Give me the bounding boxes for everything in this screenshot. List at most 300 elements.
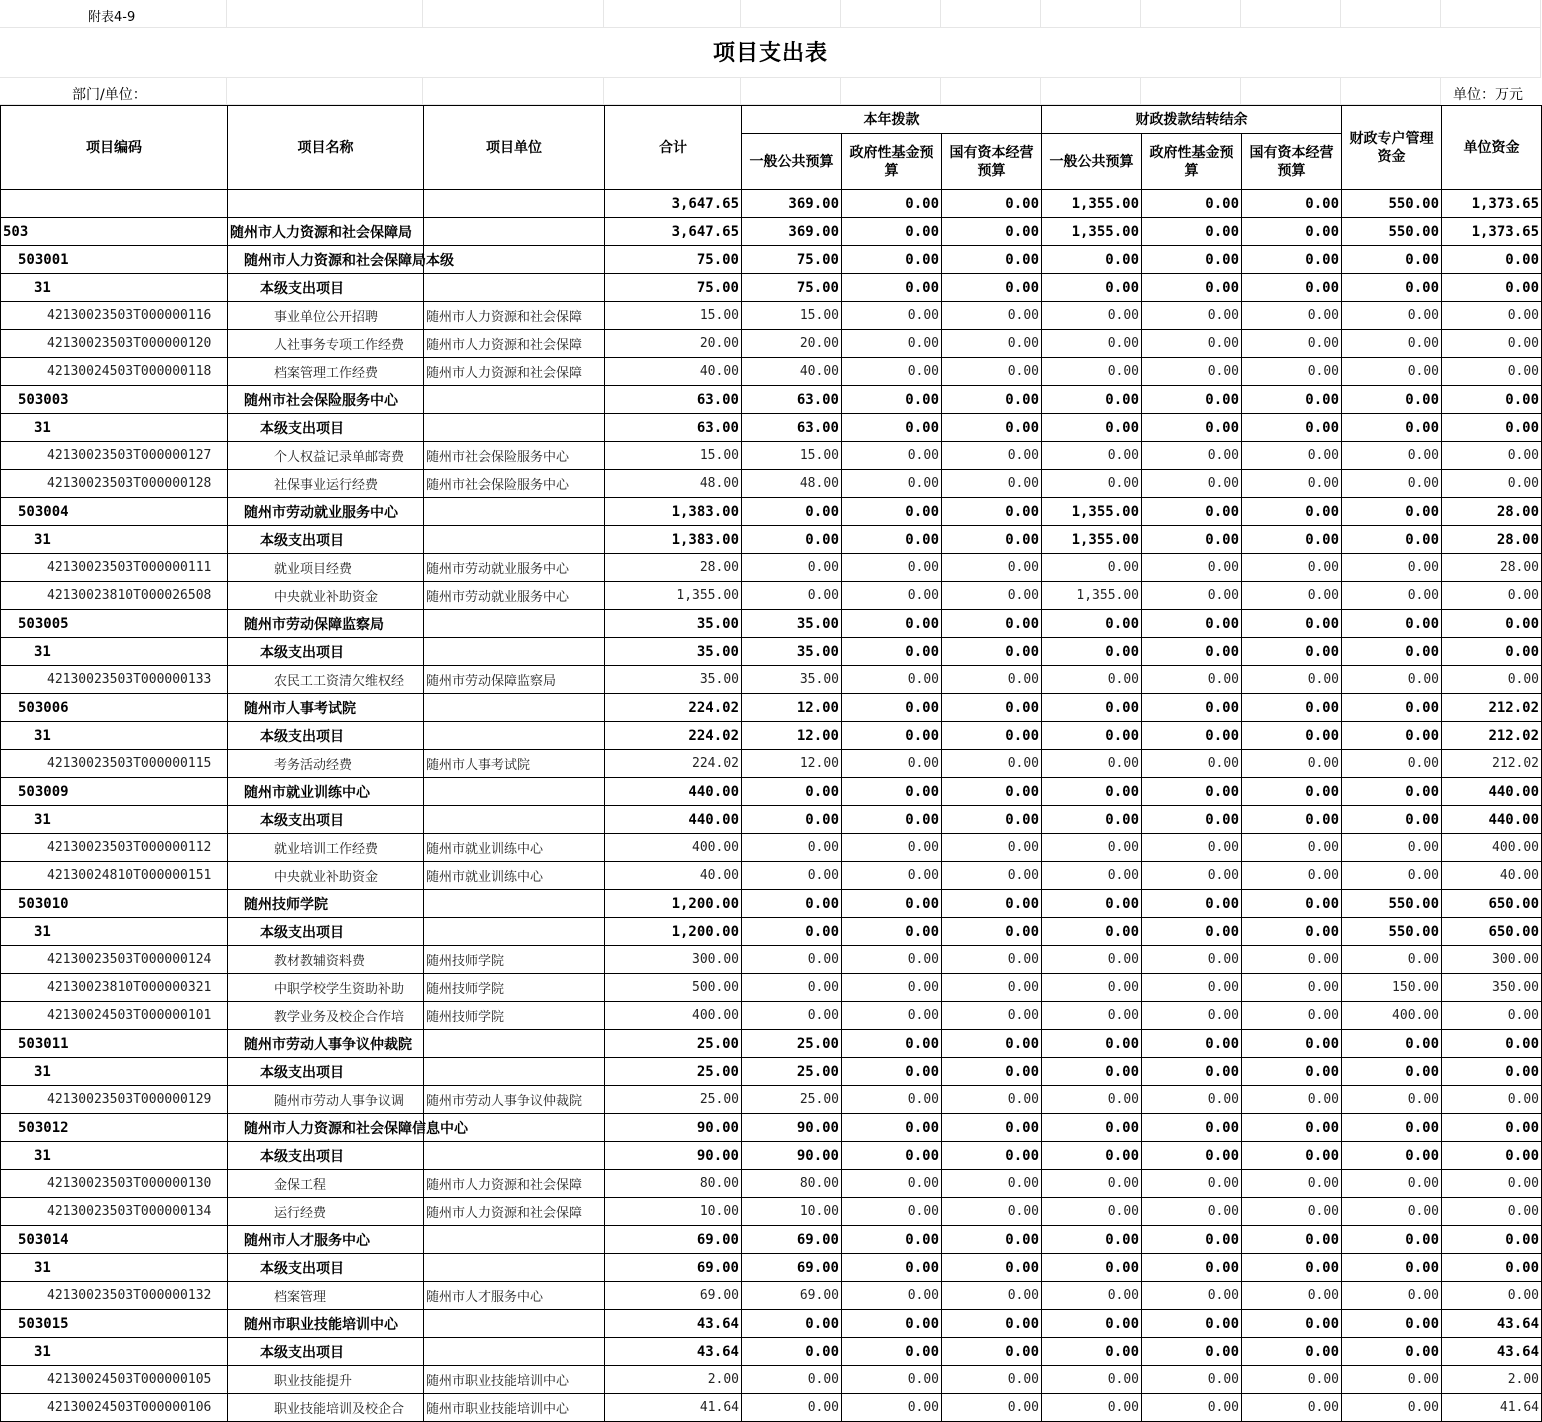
unit-funds-cell: 1,373.65 — [1442, 190, 1542, 218]
header-project-code: 项目编码 — [1, 106, 228, 190]
project-name-cell: 教学业务及校企合作培 — [228, 1002, 424, 1030]
project-code-cell: 42130024503T000000118 — [1, 358, 228, 386]
gov-fund-budget-cell: 0.00 — [842, 1366, 942, 1394]
unit-funds-cell: 0.00 — [1442, 1114, 1542, 1142]
state-capital-budget-cell: 0.00 — [942, 750, 1042, 778]
carry-state-capital-budget-cell: 0.00 — [1242, 386, 1342, 414]
carry-general-budget-cell: 0.00 — [1042, 750, 1142, 778]
carry-state-capital-budget-cell: 0.00 — [1242, 890, 1342, 918]
carry-gov-fund-budget-cell: 0.00 — [1142, 218, 1242, 246]
state-capital-budget-cell: 0.00 — [942, 974, 1042, 1002]
carry-state-capital-budget-cell: 0.00 — [1242, 554, 1342, 582]
unit-funds-cell: 28.00 — [1442, 526, 1542, 554]
carry-gov-fund-budget-cell: 0.00 — [1142, 1198, 1242, 1226]
project-code-cell: 42130023810T000000321 — [1, 974, 228, 1002]
carry-state-capital-budget-cell: 0.00 — [1242, 442, 1342, 470]
special-account-funds-cell: 0.00 — [1342, 330, 1442, 358]
carry-gov-fund-budget-cell: 0.00 — [1142, 1254, 1242, 1282]
carry-state-capital-budget-cell: 0.00 — [1242, 1030, 1342, 1058]
table-row — [1, 694, 1542, 722]
gov-fund-budget-cell: 0.00 — [842, 1086, 942, 1114]
carry-state-capital-budget-cell: 0.00 — [1242, 918, 1342, 946]
carry-gov-fund-budget-cell: 0.00 — [1142, 1170, 1242, 1198]
project-unit-cell: 随州市人力资源和社会保障 — [424, 1198, 605, 1226]
carry-state-capital-budget-cell: 0.00 — [1242, 1142, 1342, 1170]
project-name-cell: 随州市社会保险服务中心 — [228, 386, 424, 414]
general-budget-cell: 369.00 — [742, 190, 842, 218]
project-name-cell: 职业技能培训及校企合 — [228, 1394, 424, 1422]
special-account-funds-cell: 0.00 — [1342, 554, 1442, 582]
general-budget-cell: 0.00 — [742, 806, 842, 834]
special-account-funds-cell: 0.00 — [1342, 1198, 1442, 1226]
project-name-cell: 人社事务专项工作经费 — [228, 330, 424, 358]
project-expenditure-table — [0, 105, 1542, 1422]
project-unit-cell — [424, 918, 605, 946]
project-name-cell: 社保事业运行经费 — [228, 470, 424, 498]
gov-fund-budget-cell: 0.00 — [842, 582, 942, 610]
special-account-funds-cell: 550.00 — [1342, 890, 1442, 918]
carry-gov-fund-budget-cell: 0.00 — [1142, 694, 1242, 722]
gov-fund-budget-cell: 0.00 — [842, 190, 942, 218]
project-unit-cell: 随州技师学院 — [424, 1002, 605, 1030]
project-name-cell: 本级支出项目 — [228, 1254, 424, 1282]
total-cell: 35.00 — [605, 666, 742, 694]
general-budget-cell: 0.00 — [742, 974, 842, 1002]
total-cell: 400.00 — [605, 1002, 742, 1030]
project-code-cell: 42130023503T000000130 — [1, 1170, 228, 1198]
unit-funds-cell: 0.00 — [1442, 1086, 1542, 1114]
project-code-cell: 42130023503T000000120 — [1, 330, 228, 358]
unit-funds-cell: 2.00 — [1442, 1366, 1542, 1394]
project-unit-cell — [424, 610, 605, 638]
gov-fund-budget-cell: 0.00 — [842, 1226, 942, 1254]
total-cell: 1,355.00 — [605, 582, 742, 610]
gov-fund-budget-cell: 0.00 — [842, 1002, 942, 1030]
project-code-cell: 503004 — [1, 498, 228, 526]
project-code-cell: 31 — [1, 1142, 228, 1170]
project-unit-cell — [424, 1030, 605, 1058]
table-row — [1, 190, 1542, 218]
state-capital-budget-cell: 0.00 — [942, 1198, 1042, 1226]
carry-gov-fund-budget-cell: 0.00 — [1142, 526, 1242, 554]
project-code-cell: 503009 — [1, 778, 228, 806]
general-budget-cell: 69.00 — [742, 1282, 842, 1310]
general-budget-cell: 0.00 — [742, 890, 842, 918]
total-cell: 48.00 — [605, 470, 742, 498]
project-unit-cell: 随州市人力资源和社会保障 — [424, 302, 605, 330]
project-name-cell: 本级支出项目 — [228, 722, 424, 750]
project-unit-cell: 随州市人事考试院 — [424, 750, 605, 778]
special-account-funds-cell: 0.00 — [1342, 778, 1442, 806]
carry-general-budget-cell: 0.00 — [1042, 442, 1142, 470]
state-capital-budget-cell: 0.00 — [942, 1366, 1042, 1394]
project-unit-cell — [424, 386, 605, 414]
special-account-funds-cell: 0.00 — [1342, 1254, 1442, 1282]
special-account-funds-cell: 550.00 — [1342, 218, 1442, 246]
carry-state-capital-budget-cell: 0.00 — [1242, 1254, 1342, 1282]
total-cell: 63.00 — [605, 414, 742, 442]
unit-funds-cell: 0.00 — [1442, 1030, 1542, 1058]
special-account-funds-cell: 0.00 — [1342, 946, 1442, 974]
table-row — [1, 1142, 1542, 1170]
project-unit-cell: 随州市人才服务中心 — [424, 1282, 605, 1310]
carry-general-budget-cell: 0.00 — [1042, 1002, 1142, 1030]
general-budget-cell: 90.00 — [742, 1114, 842, 1142]
table-row — [1, 386, 1542, 414]
state-capital-budget-cell: 0.00 — [942, 946, 1042, 974]
gov-fund-budget-cell: 0.00 — [842, 1338, 942, 1366]
carry-general-budget-cell: 1,355.00 — [1042, 582, 1142, 610]
general-budget-cell: 0.00 — [742, 498, 842, 526]
general-budget-cell: 369.00 — [742, 218, 842, 246]
carry-general-budget-cell: 0.00 — [1042, 358, 1142, 386]
table-row — [1, 918, 1542, 946]
carry-gov-fund-budget-cell: 0.00 — [1142, 302, 1242, 330]
state-capital-budget-cell: 0.00 — [942, 1086, 1042, 1114]
table-row — [1, 414, 1542, 442]
header-carryover-balance: 财政拨款结转结余 — [1042, 106, 1342, 134]
unit-funds-cell: 0.00 — [1442, 358, 1542, 386]
special-account-funds-cell: 0.00 — [1342, 1226, 1442, 1254]
carry-general-budget-cell: 0.00 — [1042, 694, 1142, 722]
total-cell: 25.00 — [605, 1030, 742, 1058]
total-cell: 80.00 — [605, 1170, 742, 1198]
general-budget-cell: 35.00 — [742, 610, 842, 638]
carry-gov-fund-budget-cell: 0.00 — [1142, 610, 1242, 638]
project-unit-cell — [424, 722, 605, 750]
table-row — [1, 778, 1542, 806]
gov-fund-budget-cell: 0.00 — [842, 974, 942, 1002]
project-name-cell: 随州市劳动就业服务中心 — [228, 498, 424, 526]
project-code-cell: 42130023503T000000132 — [1, 1282, 228, 1310]
carry-general-budget-cell: 0.00 — [1042, 1226, 1142, 1254]
table-row — [1, 1254, 1542, 1282]
project-unit-cell: 随州市人力资源和社会保障 — [424, 330, 605, 358]
table-row — [1, 1310, 1542, 1338]
carry-state-capital-budget-cell: 0.00 — [1242, 750, 1342, 778]
carry-general-budget-cell: 0.00 — [1042, 1310, 1142, 1338]
gov-fund-budget-cell: 0.00 — [842, 358, 942, 386]
carry-general-budget-cell: 0.00 — [1042, 1114, 1142, 1142]
state-capital-budget-cell: 0.00 — [942, 638, 1042, 666]
gov-fund-budget-cell: 0.00 — [842, 218, 942, 246]
unit-funds-cell: 40.00 — [1442, 862, 1542, 890]
project-code-cell: 503011 — [1, 1030, 228, 1058]
carry-gov-fund-budget-cell: 0.00 — [1142, 1058, 1242, 1086]
carry-gov-fund-budget-cell: 0.00 — [1142, 1002, 1242, 1030]
general-budget-cell: 0.00 — [742, 526, 842, 554]
project-name-cell: 本级支出项目 — [228, 1058, 424, 1086]
unit-funds-cell: 212.02 — [1442, 694, 1542, 722]
project-name-cell: 中央就业补助资金 — [228, 582, 424, 610]
project-name-cell: 就业项目经费 — [228, 554, 424, 582]
carry-state-capital-budget-cell: 0.00 — [1242, 1170, 1342, 1198]
carry-state-capital-budget-cell: 0.00 — [1242, 1198, 1342, 1226]
carry-state-capital-budget-cell: 0.00 — [1242, 1394, 1342, 1422]
special-account-funds-cell: 0.00 — [1342, 722, 1442, 750]
total-cell: 224.02 — [605, 750, 742, 778]
table-row — [1, 974, 1542, 1002]
header-unit-funds: 单位资金 — [1442, 106, 1542, 190]
state-capital-budget-cell: 0.00 — [942, 1142, 1042, 1170]
gov-fund-budget-cell: 0.00 — [842, 1142, 942, 1170]
carry-gov-fund-budget-cell: 0.00 — [1142, 274, 1242, 302]
carry-general-budget-cell: 0.00 — [1042, 722, 1142, 750]
total-cell: 75.00 — [605, 274, 742, 302]
state-capital-budget-cell: 0.00 — [942, 1002, 1042, 1030]
general-budget-cell: 0.00 — [742, 862, 842, 890]
total-cell: 25.00 — [605, 1086, 742, 1114]
state-capital-budget-cell: 0.00 — [942, 1058, 1042, 1086]
table-row — [1, 246, 1542, 274]
unit-funds-cell: 1,373.65 — [1442, 218, 1542, 246]
unit-funds-cell: 0.00 — [1442, 386, 1542, 414]
unit-funds-cell: 0.00 — [1442, 442, 1542, 470]
carry-state-capital-budget-cell: 0.00 — [1242, 778, 1342, 806]
table-row — [1, 1338, 1542, 1366]
carry-gov-fund-budget-cell: 0.00 — [1142, 890, 1242, 918]
project-unit-cell — [424, 778, 605, 806]
total-cell: 1,200.00 — [605, 890, 742, 918]
total-cell: 90.00 — [605, 1142, 742, 1170]
project-name-cell: 随州技师学院 — [228, 890, 424, 918]
carry-general-budget-cell: 0.00 — [1042, 834, 1142, 862]
unit-of-measure-label: 单位：万元 — [1453, 87, 1523, 103]
gov-fund-budget-cell: 0.00 — [842, 610, 942, 638]
project-code-cell: 31 — [1, 414, 228, 442]
department-label: 部门/单位： — [72, 87, 147, 103]
total-cell: 69.00 — [605, 1226, 742, 1254]
carry-gov-fund-budget-cell: 0.00 — [1142, 666, 1242, 694]
state-capital-budget-cell: 0.00 — [942, 1170, 1042, 1198]
state-capital-budget-cell: 0.00 — [942, 1114, 1042, 1142]
special-account-funds-cell: 0.00 — [1342, 1170, 1442, 1198]
gov-fund-budget-cell: 0.00 — [842, 330, 942, 358]
project-code-cell: 31 — [1, 1254, 228, 1282]
general-budget-cell: 69.00 — [742, 1254, 842, 1282]
general-budget-cell: 0.00 — [742, 834, 842, 862]
project-name-cell: 随州市就业训练中心 — [228, 778, 424, 806]
header-gov-fund-budget: 政府性基金预算 — [842, 134, 942, 190]
carry-general-budget-cell: 0.00 — [1042, 330, 1142, 358]
total-cell: 3,647.65 — [605, 190, 742, 218]
carry-gov-fund-budget-cell: 0.00 — [1142, 806, 1242, 834]
carry-general-budget-cell: 0.00 — [1042, 778, 1142, 806]
gov-fund-budget-cell: 0.00 — [842, 470, 942, 498]
state-capital-budget-cell: 0.00 — [942, 862, 1042, 890]
project-code-cell: 42130023810T000026508 — [1, 582, 228, 610]
gov-fund-budget-cell: 0.00 — [842, 666, 942, 694]
total-cell: 1,383.00 — [605, 498, 742, 526]
unit-funds-cell: 650.00 — [1442, 890, 1542, 918]
carry-general-budget-cell: 0.00 — [1042, 638, 1142, 666]
special-account-funds-cell: 0.00 — [1342, 526, 1442, 554]
project-name-cell: 本级支出项目 — [228, 1338, 424, 1366]
unit-funds-cell: 0.00 — [1442, 302, 1542, 330]
project-code-cell: 42130023503T000000133 — [1, 666, 228, 694]
project-unit-cell — [424, 526, 605, 554]
unit-funds-cell: 41.64 — [1442, 1394, 1542, 1422]
header-state-capital-budget: 国有资本经营预算 — [942, 134, 1042, 190]
total-cell: 440.00 — [605, 778, 742, 806]
carry-general-budget-cell: 0.00 — [1042, 1366, 1142, 1394]
carry-state-capital-budget-cell: 0.00 — [1242, 582, 1342, 610]
total-cell: 69.00 — [605, 1282, 742, 1310]
project-name-cell: 随州市人事考试院 — [228, 694, 424, 722]
carry-general-budget-cell: 0.00 — [1042, 554, 1142, 582]
gov-fund-budget-cell: 0.00 — [842, 946, 942, 974]
carry-general-budget-cell: 0.00 — [1042, 946, 1142, 974]
special-account-funds-cell: 0.00 — [1342, 274, 1442, 302]
project-code-cell: 503005 — [1, 610, 228, 638]
carry-general-budget-cell: 0.00 — [1042, 1254, 1142, 1282]
project-code-cell: 42130023503T000000124 — [1, 946, 228, 974]
special-account-funds-cell: 550.00 — [1342, 918, 1442, 946]
special-account-funds-cell: 0.00 — [1342, 358, 1442, 386]
table-row — [1, 834, 1542, 862]
total-cell: 43.64 — [605, 1310, 742, 1338]
carry-gov-fund-budget-cell: 0.00 — [1142, 1310, 1242, 1338]
state-capital-budget-cell: 0.00 — [942, 190, 1042, 218]
special-account-funds-cell: 0.00 — [1342, 750, 1442, 778]
unit-funds-cell: 0.00 — [1442, 1058, 1542, 1086]
total-cell: 1,200.00 — [605, 918, 742, 946]
project-unit-cell — [424, 274, 605, 302]
carry-state-capital-budget-cell: 0.00 — [1242, 722, 1342, 750]
unit-funds-cell: 0.00 — [1442, 1170, 1542, 1198]
carry-state-capital-budget-cell: 0.00 — [1242, 694, 1342, 722]
carry-general-budget-cell: 0.00 — [1042, 610, 1142, 638]
project-unit-cell: 随州市劳动就业服务中心 — [424, 554, 605, 582]
carry-general-budget-cell: 0.00 — [1042, 246, 1142, 274]
total-cell: 40.00 — [605, 358, 742, 386]
total-cell: 440.00 — [605, 806, 742, 834]
state-capital-budget-cell: 0.00 — [942, 386, 1042, 414]
project-unit-cell — [424, 1338, 605, 1366]
special-account-funds-cell: 0.00 — [1342, 806, 1442, 834]
project-name-cell: 随州市劳动人事争议调 — [228, 1086, 424, 1114]
table-row — [1, 554, 1542, 582]
project-unit-cell — [424, 190, 605, 218]
special-account-funds-cell: 0.00 — [1342, 1338, 1442, 1366]
total-cell: 35.00 — [605, 610, 742, 638]
project-unit-cell — [424, 414, 605, 442]
general-budget-cell: 63.00 — [742, 386, 842, 414]
gov-fund-budget-cell: 0.00 — [842, 1310, 942, 1338]
special-account-funds-cell: 0.00 — [1342, 862, 1442, 890]
unit-funds-cell: 0.00 — [1442, 246, 1542, 274]
total-cell: 28.00 — [605, 554, 742, 582]
project-name-cell: 事业单位公开招聘 — [228, 302, 424, 330]
header-project-unit: 项目单位 — [424, 106, 605, 190]
project-name-cell: 本级支出项目 — [228, 274, 424, 302]
carry-gov-fund-budget-cell: 0.00 — [1142, 750, 1242, 778]
project-code-cell — [1, 190, 228, 218]
state-capital-budget-cell: 0.00 — [942, 918, 1042, 946]
state-capital-budget-cell: 0.00 — [942, 1226, 1042, 1254]
state-capital-budget-cell: 0.00 — [942, 498, 1042, 526]
unit-funds-cell: 300.00 — [1442, 946, 1542, 974]
header-general-budget: 一般公共预算 — [742, 134, 842, 190]
general-budget-cell: 48.00 — [742, 470, 842, 498]
project-unit-cell — [424, 498, 605, 526]
project-unit-cell — [424, 218, 605, 246]
project-code-cell: 31 — [1, 274, 228, 302]
special-account-funds-cell: 0.00 — [1342, 694, 1442, 722]
unit-funds-cell: 440.00 — [1442, 778, 1542, 806]
carry-state-capital-budget-cell: 0.00 — [1242, 1366, 1342, 1394]
state-capital-budget-cell: 0.00 — [942, 890, 1042, 918]
gov-fund-budget-cell: 0.00 — [842, 1114, 942, 1142]
project-name-cell: 运行经费 — [228, 1198, 424, 1226]
carry-gov-fund-budget-cell: 0.00 — [1142, 1366, 1242, 1394]
gov-fund-budget-cell: 0.00 — [842, 1282, 942, 1310]
carry-gov-fund-budget-cell: 0.00 — [1142, 414, 1242, 442]
carry-state-capital-budget-cell: 0.00 — [1242, 1058, 1342, 1086]
unit-funds-cell: 0.00 — [1442, 610, 1542, 638]
project-name-cell: 金保工程 — [228, 1170, 424, 1198]
special-account-funds-cell: 0.00 — [1342, 610, 1442, 638]
state-capital-budget-cell: 0.00 — [942, 1030, 1042, 1058]
state-capital-budget-cell: 0.00 — [942, 722, 1042, 750]
special-account-funds-cell: 0.00 — [1342, 1058, 1442, 1086]
project-name-cell: 本级支出项目 — [228, 918, 424, 946]
special-account-funds-cell: 0.00 — [1342, 246, 1442, 274]
unit-funds-cell: 28.00 — [1442, 498, 1542, 526]
carry-state-capital-budget-cell: 0.00 — [1242, 638, 1342, 666]
general-budget-cell: 69.00 — [742, 1226, 842, 1254]
table-row — [1, 1198, 1542, 1226]
project-name-cell: 中央就业补助资金 — [228, 862, 424, 890]
project-name-cell: 随州市职业技能培训中心 — [228, 1310, 424, 1338]
project-name-cell: 考务活动经费 — [228, 750, 424, 778]
header-carry-state-capital-budget: 国有资本经营预算 — [1242, 134, 1342, 190]
table-row — [1, 750, 1542, 778]
carry-gov-fund-budget-cell: 0.00 — [1142, 862, 1242, 890]
gov-fund-budget-cell: 0.00 — [842, 1394, 942, 1422]
general-budget-cell: 0.00 — [742, 778, 842, 806]
unit-funds-cell: 440.00 — [1442, 806, 1542, 834]
carry-state-capital-budget-cell: 0.00 — [1242, 358, 1342, 386]
general-budget-cell: 0.00 — [742, 1394, 842, 1422]
unit-funds-cell: 0.00 — [1442, 666, 1542, 694]
special-account-funds-cell: 0.00 — [1342, 1394, 1442, 1422]
special-account-funds-cell: 0.00 — [1342, 1142, 1442, 1170]
carry-gov-fund-budget-cell: 0.00 — [1142, 1030, 1242, 1058]
general-budget-cell: 0.00 — [742, 582, 842, 610]
gov-fund-budget-cell: 0.00 — [842, 1058, 942, 1086]
project-code-cell: 503 — [1, 218, 228, 246]
table-row — [1, 1086, 1542, 1114]
project-code-cell: 31 — [1, 526, 228, 554]
carry-gov-fund-budget-cell: 0.00 — [1142, 554, 1242, 582]
state-capital-budget-cell: 0.00 — [942, 582, 1042, 610]
table-row — [1, 1226, 1542, 1254]
project-unit-cell: 随州市职业技能培训中心 — [424, 1394, 605, 1422]
state-capital-budget-cell: 0.00 — [942, 470, 1042, 498]
state-capital-budget-cell: 0.00 — [942, 302, 1042, 330]
unit-funds-cell: 212.02 — [1442, 722, 1542, 750]
carry-gov-fund-budget-cell: 0.00 — [1142, 246, 1242, 274]
carry-state-capital-budget-cell: 0.00 — [1242, 862, 1342, 890]
state-capital-budget-cell: 0.00 — [942, 1254, 1042, 1282]
gov-fund-budget-cell: 0.00 — [842, 1030, 942, 1058]
special-account-funds-cell: 150.00 — [1342, 974, 1442, 1002]
carry-state-capital-budget-cell: 0.00 — [1242, 526, 1342, 554]
general-budget-cell: 12.00 — [742, 722, 842, 750]
gov-fund-budget-cell: 0.00 — [842, 722, 942, 750]
table-row — [1, 218, 1542, 246]
